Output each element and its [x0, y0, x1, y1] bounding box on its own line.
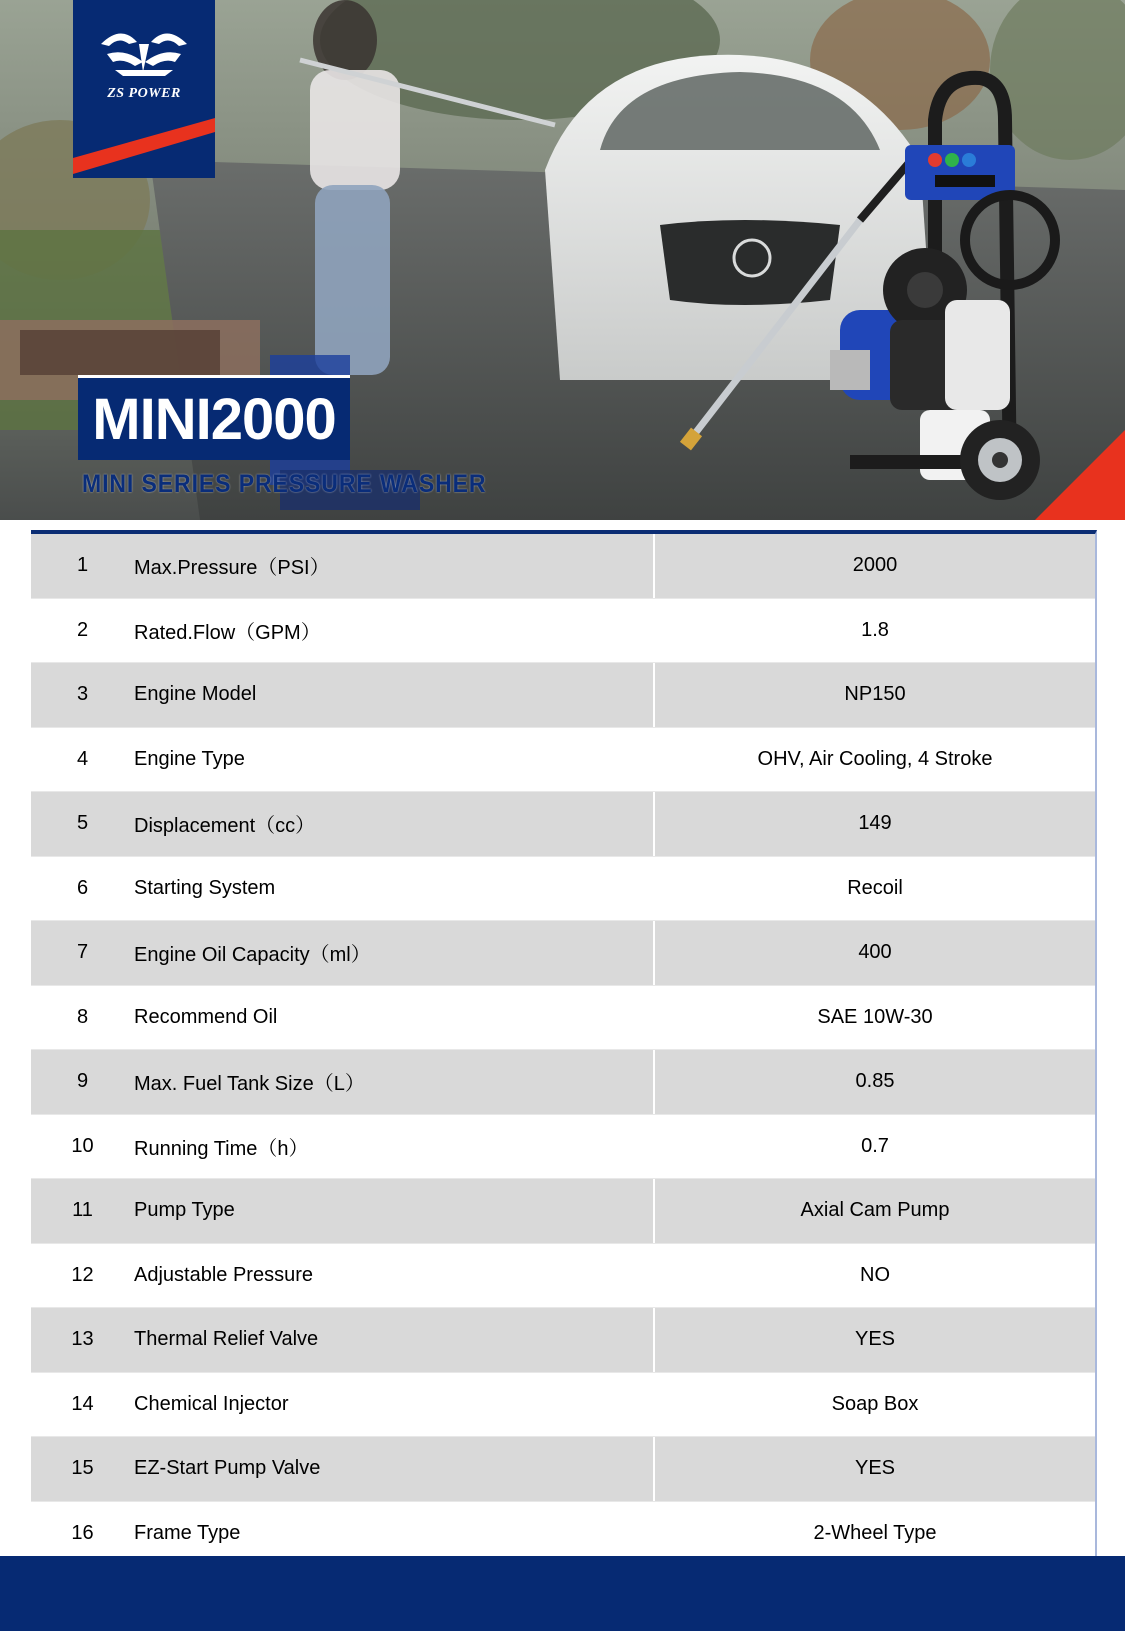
footer-band: [0, 1556, 1125, 1631]
row-number: 14: [71, 1392, 94, 1415]
spec-value: Axial Cam Pump: [653, 1179, 1095, 1243]
table-row: [31, 920, 1095, 985]
row-number: 10: [71, 1134, 94, 1157]
spec-label: EZ-Start Pump Valve: [134, 1457, 321, 1480]
table-row: [31, 1436, 1095, 1501]
logo-red-stripe: [73, 118, 215, 178]
hero-banner: [0, 0, 1125, 520]
spec-value: SAE 10W-30: [653, 986, 1095, 1050]
spec-label: Starting System: [134, 876, 276, 899]
row-number: 5: [76, 812, 89, 835]
spec-value: 1.8: [653, 599, 1095, 663]
spec-label: Max. Fuel Tank Size（L）: [134, 1073, 365, 1096]
brand-name: ZS POWER: [107, 86, 181, 101]
model-title: MINI2000: [92, 386, 336, 452]
table-row: [31, 534, 1095, 598]
spec-value: NP150: [653, 663, 1095, 727]
table-row: [31, 1243, 1095, 1308]
row-number: 9: [76, 1070, 89, 1093]
spec-label: Displacement（cc）: [134, 815, 316, 838]
spec-value: 400: [653, 921, 1095, 985]
spec-label: Engine Oil Capacity（ml）: [134, 944, 371, 967]
spec-value: YES: [653, 1437, 1095, 1501]
spec-value: YES: [653, 1308, 1095, 1372]
row-number: 8: [76, 1005, 89, 1028]
spec-label: Thermal Relief Valve: [134, 1328, 319, 1351]
spec-label: Recommend Oil: [134, 1005, 278, 1028]
row-number: 12: [71, 1263, 94, 1286]
row-number: 4: [76, 747, 89, 770]
table-row: [31, 985, 1095, 1050]
spec-table: [31, 530, 1097, 1569]
spec-label: Running Time（h）: [134, 1137, 309, 1160]
spec-label: Chemical Injector: [134, 1392, 289, 1415]
table-row: [31, 1372, 1095, 1437]
spec-label: Engine Type: [134, 747, 245, 770]
table-row: [31, 1178, 1095, 1243]
spec-value: Soap Box: [653, 1373, 1095, 1437]
row-number: 16: [71, 1521, 94, 1544]
spec-label: Rated.Flow（GPM）: [134, 621, 321, 644]
model-badge: [78, 375, 350, 460]
spec-value: 2-Wheel Type: [653, 1502, 1095, 1566]
spec-label: Pump Type: [134, 1199, 235, 1222]
table-row: [31, 791, 1095, 856]
spec-value: 0.85: [653, 1050, 1095, 1114]
row-number: 1: [76, 554, 89, 577]
row-number: 15: [71, 1457, 94, 1480]
spec-value: Recoil: [653, 857, 1095, 921]
row-number: 13: [71, 1328, 94, 1351]
spec-value: 149: [653, 792, 1095, 856]
table-row: [31, 1049, 1095, 1114]
wings-logo-icon: [73, 14, 215, 94]
row-number: 2: [76, 618, 89, 641]
spec-value: NO: [653, 1244, 1095, 1308]
table-row: [31, 1114, 1095, 1179]
table-row: [31, 598, 1095, 663]
spec-value: 0.7: [653, 1115, 1095, 1179]
spec-label: Max.Pressure（PSI）: [134, 557, 330, 580]
row-number: 6: [76, 876, 89, 899]
spec-value: OHV, Air Cooling, 4 Stroke: [653, 728, 1095, 792]
pressure-washer-image: [680, 60, 1080, 520]
row-number: 3: [76, 683, 89, 706]
spec-value: 2000: [653, 534, 1095, 598]
spec-label: Adjustable Pressure: [134, 1263, 313, 1286]
table-row: [31, 856, 1095, 921]
row-number: 7: [76, 941, 89, 964]
row-number: 11: [72, 1199, 93, 1222]
product-subtitle: MINI SERIES PRESSURE WASHER: [82, 470, 487, 498]
table-row: [31, 662, 1095, 727]
spec-label: Frame Type: [134, 1521, 241, 1544]
spec-label: Engine Model: [134, 683, 257, 706]
table-row: [31, 727, 1095, 792]
table-row: [31, 1307, 1095, 1372]
